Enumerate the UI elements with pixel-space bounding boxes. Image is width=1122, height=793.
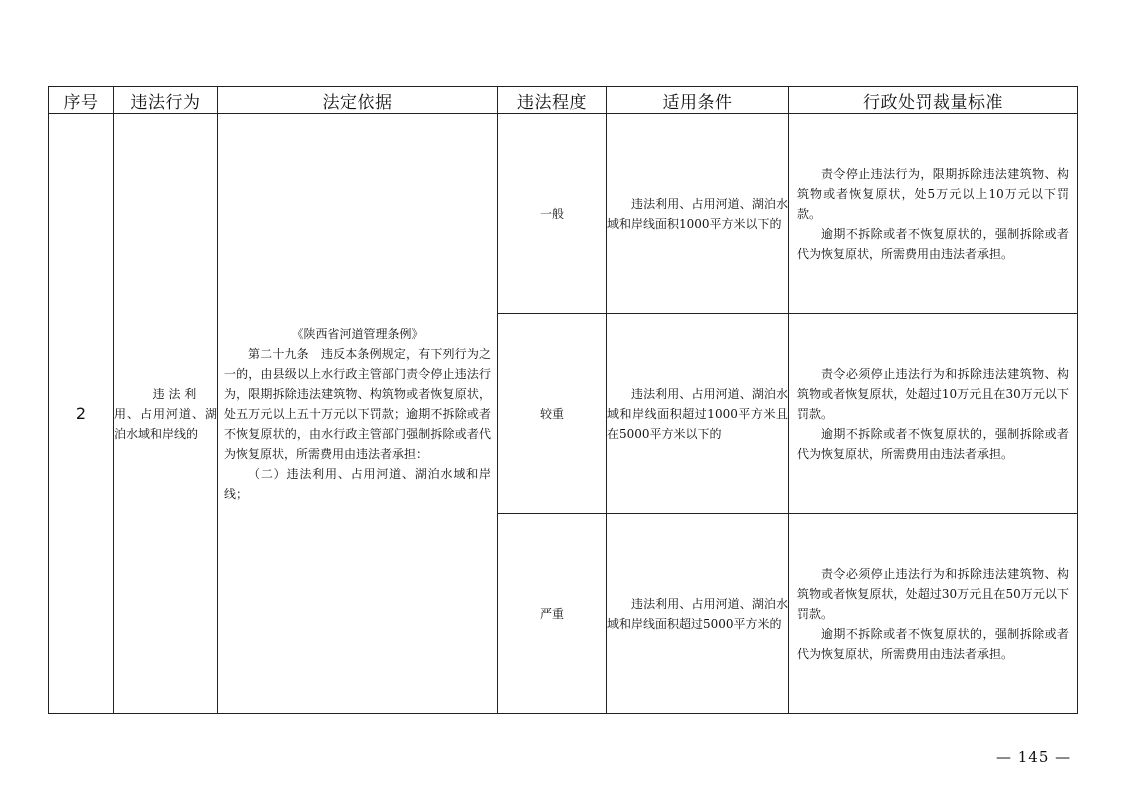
basis-para1: 第二十九条 违反本条例规定，有下列行为之一的，由县级以上水行政主管部门责令停止违法行为，限期拆除违法建筑物、构筑物或者恢复原状，处五万元以上五十万元以下罚款；逾期不拆除或者不恢复原状的，由水行政主管部门强制拆除或者代为恢复原状，所需费用由违法者承担： [224,346,491,461]
behavior-cell [114,114,218,714]
standard-text-2: 逾期不拆除或者不恢复原状的，强制拆除或者代为恢复原状，所需费用由违法者承担。 [797,426,1069,461]
seq-cell: 2 [49,114,114,714]
standard-cell [789,514,1078,714]
behavior-line1: 违 法 利 [152,386,197,401]
header-basis: 法定依据 [218,87,498,114]
degree-cell: 严重 [498,514,607,714]
basis-cell [218,114,498,714]
header-row [49,87,1078,114]
degree-cell: 一般 [498,114,607,314]
standard-cell [789,314,1078,514]
basis-para2: （二）违法利用、占用河道、湖泊水域和岸线； [224,466,491,501]
basis-title: 《陕西省河道管理条例》 [291,326,424,341]
header-condition: 适用条件 [607,87,789,114]
standard-text-2: 逾期不拆除或者不恢复原状的，强制拆除或者代为恢复原状，所需费用由违法者承担。 [797,226,1069,261]
penalty-standard-table [48,86,1078,714]
condition-cell [607,514,789,714]
condition-text: 违法利用、占用河道、湖泊水域和岸线面积超过1000平方米且在5000平方米以下的 [607,386,788,441]
condition-cell [607,314,789,514]
standard-text-1: 责令必须停止违法行为和拆除违法建筑物、构筑物或者恢复原状，处超过30万元且在50万元以下罚款。 [797,566,1069,621]
condition-text: 违法利用、占用河道、湖泊水域和岸线面积1000平方米以下的 [607,196,788,231]
standard-cell [789,114,1078,314]
condition-cell [607,114,789,314]
header-standard: 行政处罚裁量标准 [789,87,1078,114]
standard-text-1: 责令必须停止违法行为和拆除违法建筑物、构筑物或者恢复原状，处超过10万元且在30万元以下罚款。 [797,366,1069,421]
page-number: — 145 — [996,748,1072,766]
header-degree: 违法程度 [498,87,607,114]
behavior-line2: 用、占用河道、湖泊水域和岸线的 [114,406,217,441]
header-behavior: 违法行为 [114,87,218,114]
standard-text-1: 责令停止违法行为，限期拆除违法建筑物、构筑物或者恢复原状，处5万元以上10万元以下罚款。 [797,166,1069,221]
table-row [49,114,1078,314]
condition-text: 违法利用、占用河道、湖泊水域和岸线面积超过5000平方米的 [607,596,788,631]
header-seq: 序号 [49,87,114,114]
standard-text-2: 逾期不拆除或者不恢复原状的，强制拆除或者代为恢复原状，所需费用由违法者承担。 [797,626,1069,661]
degree-cell: 较重 [498,314,607,514]
